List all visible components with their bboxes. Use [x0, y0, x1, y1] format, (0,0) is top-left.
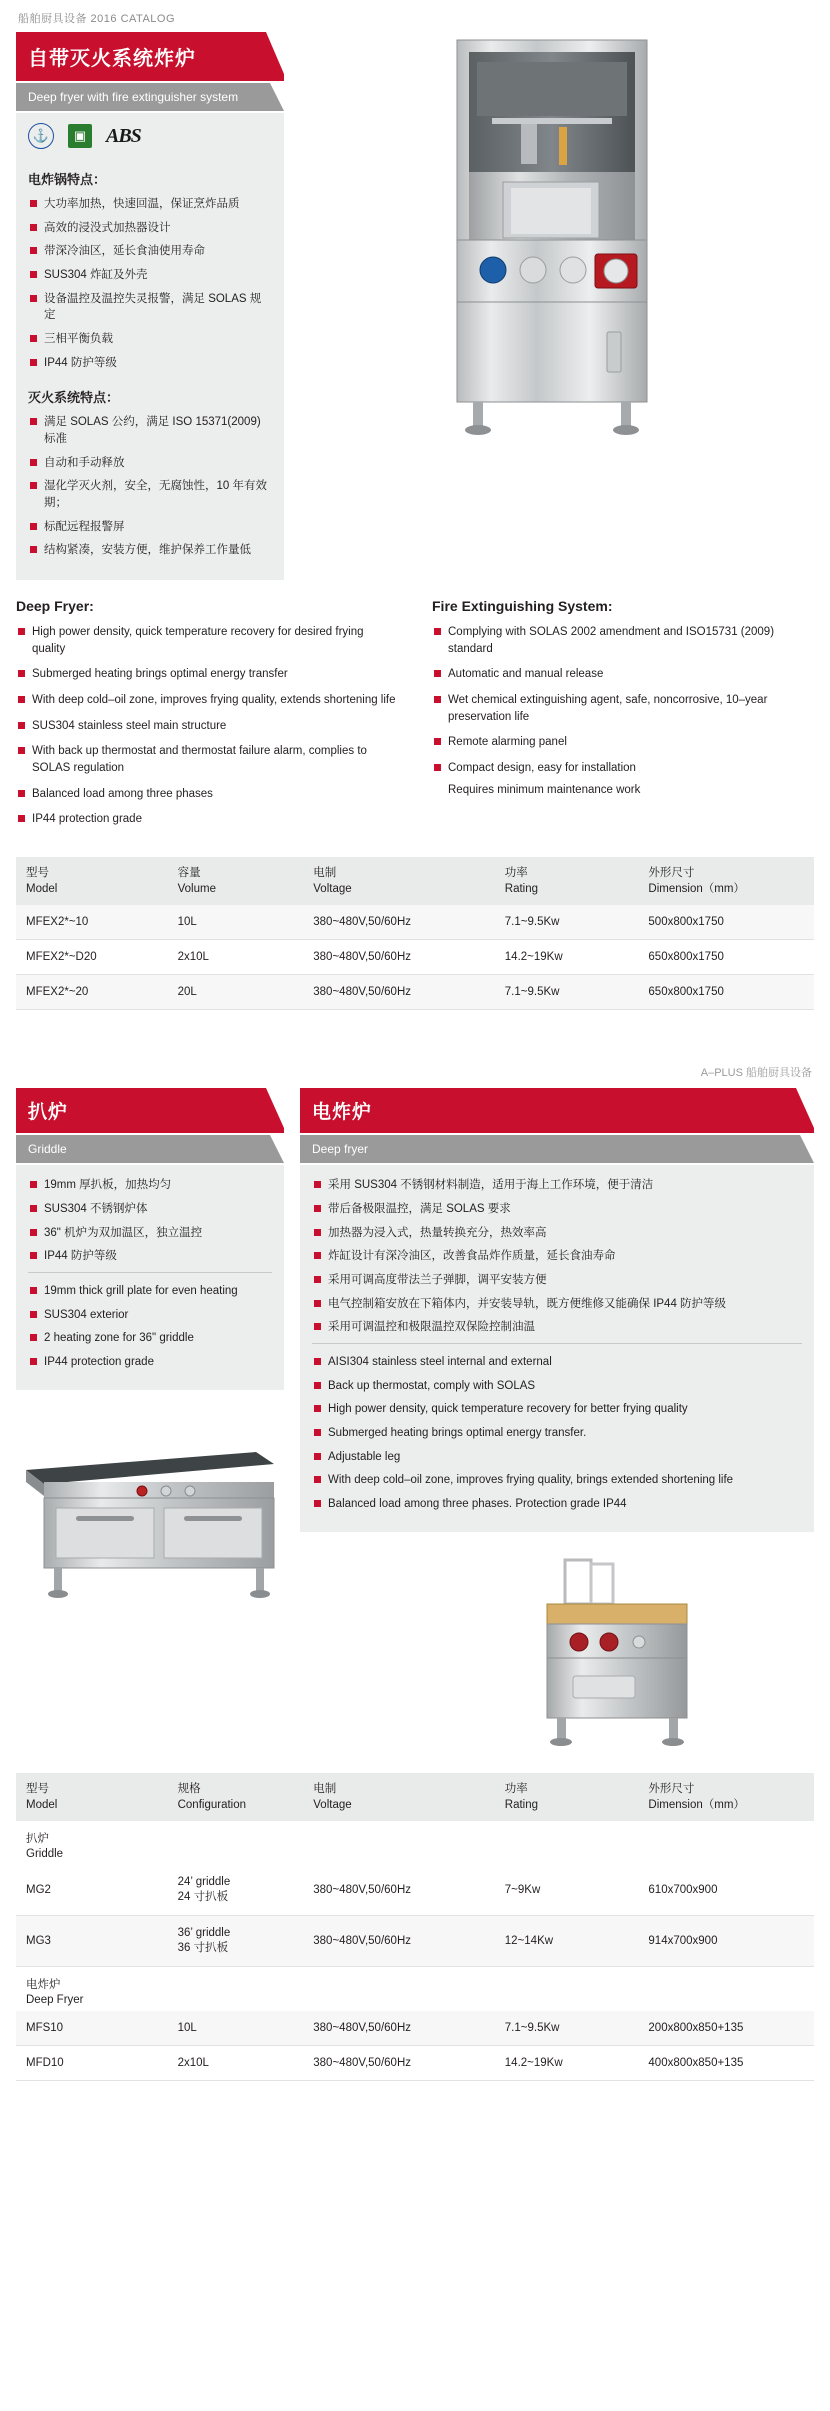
- fire-zh-title: 灭火系统特点：: [28, 390, 120, 406]
- en-deep-fryer: [16, 598, 398, 837]
- cell-dimension: 650x800x1750: [638, 940, 814, 975]
- cell-model: MFEX2*~20: [16, 975, 168, 1010]
- features-zh-title: 电炸锅特点：: [28, 172, 107, 187]
- en-right-title: Fire Extinguishing System:: [432, 598, 613, 615]
- spec-table-1: [16, 857, 814, 1010]
- cell-configuration: 10L: [168, 2011, 304, 2046]
- en-left-title: Deep Fryer:: [16, 598, 94, 615]
- fryer-en-list: [312, 1354, 802, 1513]
- cell-configuration: [168, 1915, 304, 1966]
- list-item: 满足 SOLAS 公约，满足 ISO 15371(2009) 标准: [28, 414, 272, 447]
- list-item: 大功率加热，快速回温，保证烹炸品质: [28, 196, 272, 213]
- cell-rating: 14.2~19Kw: [495, 940, 639, 975]
- griddle-title-en: Griddle: [16, 1135, 284, 1163]
- list-item: Wet chemical extinguishing agent, safe, noncorrosive, 10–year preservation life: [432, 692, 814, 725]
- col-configuration: 规格 Configuration: [168, 1773, 304, 1821]
- list-item: With deep cold–oil zone, improves frying quality, brings extended shortening life: [312, 1472, 802, 1489]
- brand-footer: A–PLUS 船舶厨具设备: [700, 1067, 812, 1080]
- cell-dimension: 650x800x1750: [638, 975, 814, 1010]
- griddle-title-zh: 扒炉: [16, 1088, 284, 1133]
- en-right-note: Requires minimum maintenance work: [448, 783, 641, 796]
- config-en: 24’ griddle: [177, 1875, 231, 1888]
- col-voltage: 电制 Voltage: [303, 857, 495, 905]
- list-item: Balanced load among three phases: [16, 786, 398, 803]
- list-item: 2 heating zone for 36" griddle: [28, 1330, 272, 1347]
- cell-volume: 2x10L: [168, 940, 304, 975]
- cell-model: MFEX2*~D20: [16, 940, 168, 975]
- list-item: Back up thermostat, comply with SOLAS: [312, 1378, 802, 1395]
- list-item: SUS304 炸缸及外壳: [28, 267, 272, 284]
- ccs-icon: ⚓: [28, 123, 54, 149]
- config-zh: 24 寸扒板: [177, 1890, 229, 1903]
- features-zh-list: [28, 196, 272, 371]
- cell-rating: 14.2~19Kw: [495, 2045, 639, 2080]
- english-features: [16, 598, 814, 837]
- deep-fryer-photo: [300, 32, 814, 436]
- fryer-photo: [300, 1550, 814, 1753]
- list-item: 电气控制箱安放在下箱体内，并安装导轨，既方便维修又能确保 IP44 防护等级: [312, 1296, 802, 1313]
- group-label-en: Deep Fryer: [26, 1994, 84, 2007]
- cell-voltage: 380~480V,50/60Hz: [303, 2045, 495, 2080]
- list-item: Compact design, easy for installation: [432, 760, 814, 777]
- list-item: Balanced load among three phases. Protection grade IP44: [312, 1496, 802, 1513]
- list-item: SUS304 exterior: [28, 1307, 272, 1324]
- cell-voltage: 380~480V,50/60Hz: [303, 2011, 495, 2046]
- divider: [312, 1343, 802, 1344]
- cell-configuration: [168, 1865, 304, 1916]
- griddle-photo: [16, 1412, 284, 1605]
- spec-table-2: [16, 1773, 814, 2081]
- fryer-zh-list: [312, 1177, 802, 1336]
- cell-model: MFEX2*~10: [16, 905, 168, 940]
- cell-dimension: 400x800x850+135: [638, 2045, 814, 2080]
- table-row: [16, 1865, 814, 1916]
- list-item: Complying with SOLAS 2002 amendment and ISO15731 (2009) standard: [432, 624, 814, 657]
- en-left-list: [16, 624, 398, 828]
- right-column: [300, 32, 814, 580]
- list-item: 设备温控及温控失灵报警，满足 SOLAS 规定: [28, 291, 272, 324]
- list-item: Submerged heating brings optimal energy transfer.: [312, 1425, 802, 1442]
- list-item: 采用可调高度带法兰子弹脚，调平安装方便: [312, 1272, 802, 1289]
- list-item: SUS304 stainless steel main structure: [16, 718, 398, 735]
- list-item: High power density, quick temperature recovery for desired frying quality: [16, 624, 398, 657]
- fryer-column: [300, 1088, 814, 1752]
- list-item: High power density, quick temperature recovery for better frying quality: [312, 1401, 802, 1418]
- list-item: AISI304 stainless steel internal and external: [312, 1354, 802, 1371]
- cell-voltage: 380~480V,50/60Hz: [303, 1865, 495, 1916]
- certification-row: [16, 113, 284, 157]
- section-title-en: Deep fryer with fire extinguisher system: [16, 83, 284, 111]
- list-item: 带深冷油区，延长食油使用寿命: [28, 243, 272, 260]
- col-model: 型号 Model: [16, 1773, 168, 1821]
- cell-volume: 10L: [168, 905, 304, 940]
- col-rating: 功率 Rating: [495, 857, 639, 905]
- list-item: 标配远程报警屏: [28, 519, 272, 536]
- list-item: 19mm thick grill plate for even heating: [28, 1283, 272, 1300]
- group-label-en: Griddle: [26, 1848, 64, 1861]
- cell-model: MG3: [16, 1915, 168, 1966]
- list-item: 采用可调温控和极限温控双保险控制油温: [312, 1319, 802, 1336]
- list-item: 自动和手动释放: [28, 455, 272, 472]
- config-zh: 36 寸扒板: [177, 1941, 229, 1954]
- table-row: [16, 2011, 814, 2046]
- left-column: [16, 32, 284, 580]
- col-volume: 容量 Volume: [168, 857, 304, 905]
- cell-volume: 20L: [168, 975, 304, 1010]
- table-row: [16, 940, 814, 975]
- section-deep-fryer-fire: [16, 32, 814, 580]
- list-item: Remote alarming panel: [432, 734, 814, 751]
- table-row: [16, 1915, 814, 1966]
- group-label-zh: 扒炉: [26, 1832, 49, 1845]
- list-item: IP44 防护等级: [28, 1248, 272, 1265]
- group-label: [16, 1821, 814, 1865]
- cell-voltage: 380~480V,50/60Hz: [303, 940, 495, 975]
- table-header-row: [16, 857, 814, 905]
- col-voltage: 电制 Voltage: [303, 1773, 495, 1821]
- list-item: IP44 protection grade: [16, 811, 398, 828]
- col-model: 型号 Model: [16, 857, 168, 905]
- table-group-fryer: [16, 1966, 814, 2011]
- section-griddle-fryer: [16, 1064, 814, 1752]
- list-item: With back up thermostat and thermostat failure alarm, complies to SOLAS regulation: [16, 743, 398, 776]
- config-en: 36’ griddle: [177, 1926, 231, 1939]
- en-right-list: [432, 624, 814, 777]
- list-item: 加热器为浸入式，热量转换充分，热效率高: [312, 1225, 802, 1242]
- list-item: With deep cold–oil zone, improves frying quality, extends shortening life: [16, 692, 398, 709]
- cell-model: MG2: [16, 1865, 168, 1916]
- cell-rating: 7~9Kw: [495, 1865, 639, 1916]
- cell-configuration: 2x10L: [168, 2045, 304, 2080]
- col-rating: 功率 Rating: [495, 1773, 639, 1821]
- list-item: 19mm 厚扒板，加热均匀: [28, 1177, 272, 1194]
- list-item: 高效的浸没式加热器设计: [28, 220, 272, 237]
- cell-rating: 7.1~9.5Kw: [495, 975, 639, 1010]
- list-item: 湿化学灭火剂，安全，无腐蚀性，10 年有效期；: [28, 478, 272, 511]
- table-row: [16, 2045, 814, 2080]
- list-item: Automatic and manual release: [432, 666, 814, 683]
- fryer-illustration: [420, 1550, 814, 1750]
- griddle-zh-list: [28, 1177, 272, 1265]
- list-item: 36" 机炉为双加温区，独立温控: [28, 1225, 272, 1242]
- griddle-column: [16, 1088, 284, 1752]
- deep-fryer-illustration: [300, 32, 814, 436]
- griddle-illustration: [16, 1412, 284, 1602]
- table-header-row: [16, 1773, 814, 1821]
- cell-voltage: 380~480V,50/60Hz: [303, 975, 495, 1010]
- divider: [28, 1272, 272, 1273]
- cell-rating: 7.1~9.5Kw: [495, 2011, 639, 2046]
- cell-model: MFD10: [16, 2045, 168, 2080]
- table-row: [16, 975, 814, 1010]
- list-item: Adjustable leg: [312, 1449, 802, 1466]
- ce-icon: ▣: [68, 124, 92, 148]
- table-row: [16, 905, 814, 940]
- group-label-zh: 电炸炉: [26, 1978, 61, 1991]
- col-dimension: 外形尺寸 Dimension（mm）: [638, 1773, 814, 1821]
- section-title-zh: 自带灭火系统炸炉: [16, 32, 284, 81]
- en-fire-system: [432, 598, 814, 837]
- griddle-features-panel: [16, 1165, 284, 1389]
- griddle-en-list: [28, 1283, 272, 1371]
- cell-rating: 12~14Kw: [495, 1915, 639, 1966]
- cell-dimension: 914x700x900: [638, 1915, 814, 1966]
- cell-dimension: 200x800x850+135: [638, 2011, 814, 2046]
- list-item: 结构紧凑，安装方便，维护保养工作量低: [28, 542, 272, 559]
- group-label: [16, 1966, 814, 2011]
- cell-rating: 7.1~9.5Kw: [495, 905, 639, 940]
- cell-dimension: 610x700x900: [638, 1865, 814, 1916]
- list-item: SUS304 不锈钢炉体: [28, 1201, 272, 1218]
- list-item: 带后备极限温控，满足 SOLAS 要求: [312, 1201, 802, 1218]
- list-item: 炸缸设计有深冷油区，改善食品炸作质量，延长食油寿命: [312, 1248, 802, 1265]
- cell-voltage: 380~480V,50/60Hz: [303, 1915, 495, 1966]
- list-item: Submerged heating brings optimal energy transfer: [16, 666, 398, 683]
- fryer-title-en: Deep fryer: [300, 1135, 814, 1163]
- fryer-title-zh: 电炸炉: [300, 1088, 814, 1133]
- list-item: 采用 SUS304 不锈钢材料制造，适用于海上工作环境，便于清洁: [312, 1177, 802, 1194]
- features-zh-panel: [16, 157, 284, 580]
- list-item: IP44 protection grade: [28, 1354, 272, 1371]
- list-item: IP44 防护等级: [28, 355, 272, 372]
- abs-logo: ABS: [106, 124, 141, 147]
- col-dimension: 外形尺寸 Dimension（mm）: [638, 857, 814, 905]
- doc-header: 船舶厨具设备 2016 CATALOG: [18, 13, 176, 25]
- cell-voltage: 380~480V,50/60Hz: [303, 905, 495, 940]
- fire-zh-list: [28, 414, 272, 559]
- cell-model: MFS10: [16, 2011, 168, 2046]
- cell-dimension: 500x800x1750: [638, 905, 814, 940]
- fryer-features-panel: [300, 1165, 814, 1531]
- list-item: 三相平衡负载: [28, 331, 272, 348]
- table-group-griddle: [16, 1821, 814, 1865]
